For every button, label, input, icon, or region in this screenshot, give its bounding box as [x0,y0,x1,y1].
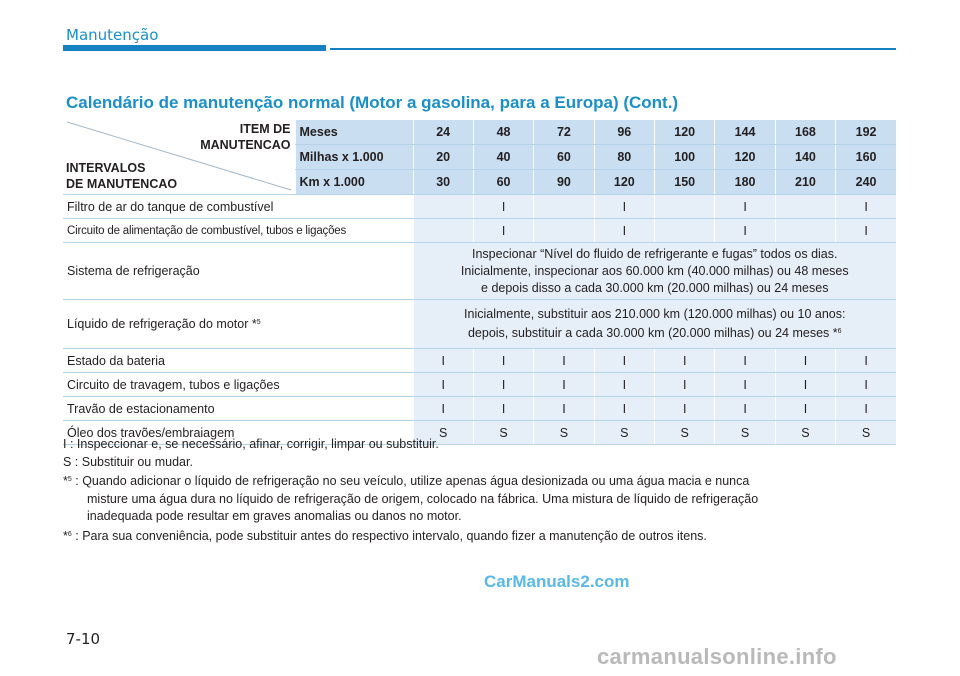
schedule-cell: S [655,421,715,445]
cooling-note [413,243,896,300]
header-cell: 144 [715,120,775,145]
schedule-cell: I [715,219,775,243]
note-replace: S : Substituir ou mudar. [63,454,193,469]
schedule-cell: S [534,421,594,445]
table-row-coolant [63,300,896,349]
schedule-cell: I [655,397,715,421]
section-title: Manutenção [66,26,159,44]
footnote-star: * [63,474,68,488]
schedule-cell: I [413,373,473,397]
schedule-cell: S [775,421,835,445]
schedule-cell [655,195,715,219]
header-cell: 40 [473,145,533,170]
schedule-cell: I [594,349,654,373]
schedule-cell: S [594,421,654,445]
footnote-marker: 5 [67,476,72,483]
schedule-cell: I [473,397,533,421]
schedule-cell: I [836,397,896,421]
table-row-cooling-system [63,243,896,300]
schedule-cell: I [473,219,533,243]
header-rule-thick [63,45,326,51]
schedule-cell: I [836,373,896,397]
table-title: Calendário de manutenção normal (Motor a gasolina, para a Europa) (Cont.) [66,93,679,112]
coolant-note-line2-wrap [418,323,893,342]
watermark-carmanuals2: CarManuals2.com [484,572,630,591]
cooling-note-line2: Inicialmente, inspecionar aos 60.000 km (40.000 milhas) ou 48 meses [460,263,849,278]
note-5-line2: misture uma água dura no líquido de refrigeração de origem, colocado na fábrica. Uma mistura de líquido de refrigeração [87,491,759,506]
corner-item-line1: ITEM DE [239,122,291,136]
schedule-cell [413,195,473,219]
header-cell: 20 [413,145,473,170]
schedule-cell [775,195,835,219]
schedule-cell [775,219,835,243]
header-cell: 120 [715,145,775,170]
header-cell: 160 [836,145,896,170]
coolant-note-line2: depois, substituir a cada 30.000 km (20.000 milhas) ou 24 meses * [467,326,838,340]
header-cell: 168 [775,120,835,145]
header-cell: 120 [594,170,654,195]
header-cell: 140 [775,145,835,170]
schedule-cell: I [594,373,654,397]
schedule-cell: I [594,195,654,219]
note-6-text: : Para sua conveniência, pode substituir antes do respectivo intervalo, quando fizer a manutenção de outros itens. [71,528,707,543]
header-cell: 180 [715,170,775,195]
item-label: Filtro de ar do tanque de combustível [63,195,413,219]
schedule-cell: I [473,195,533,219]
schedule-cell: I [534,397,594,421]
table-row-fuel-lines [63,219,896,243]
item-label: Circuito de travagem, tubos e ligações [63,373,413,397]
note-5-text: : Quando adicionar o líquido de refrigeração no seu veículo, utilize apenas água desionizada ou uma água macia e nunca [71,474,750,488]
schedule-cell: I [775,397,835,421]
schedule-cell: I [413,397,473,421]
schedule-cell: I [534,373,594,397]
schedule-cell: I [715,397,775,421]
schedule-cell [534,195,594,219]
corner-interval-label [66,160,177,192]
page-number: 7-10 [66,630,101,648]
header-cell: 48 [473,120,533,145]
header-cell: 100 [655,145,715,170]
header-cell: 60 [534,145,594,170]
schedule-cell: I [836,349,896,373]
table-row-fuel-filter [63,195,896,219]
header-cell: 30 [413,170,473,195]
schedule-cell: I [715,195,775,219]
item-label: Sistema de refrigeração [63,243,413,300]
header-cell: 192 [836,120,896,145]
note-5-line3: inadequada pode resultar em graves anomalias ou danos no motor. [87,509,462,523]
note-5-line1 [63,471,903,491]
header-cell: 240 [836,170,896,195]
table-row-brake-lines [63,373,896,397]
schedule-cell: I [594,397,654,421]
corner-item-label [200,121,290,153]
maintenance-schedule-table [63,120,896,445]
header-cell: 90 [534,170,594,195]
schedule-cell: I [594,219,654,243]
schedule-cell: I [775,349,835,373]
coolant-note [413,300,896,349]
schedule-cell: S [715,421,775,445]
footnote-star: * [63,528,68,543]
footnote-marker: 6 [837,328,842,335]
watermark-carmanualsonline: carmanualsonline.info [597,644,837,669]
header-label-miles: Milhas x 1.000 [295,145,413,170]
item-label: Óleo dos travões/embraiagem [63,421,413,445]
header-cell: 80 [594,145,654,170]
corner-interval-line1: INTERVALOS [66,161,146,175]
note-inspect: I : Inspeccionar e, se necessário, afinar, corrigir, limpar ou substituir. [63,437,439,451]
note-6-line [63,526,903,546]
schedule-cell: I [413,349,473,373]
schedule-cell: S [473,421,533,445]
table-row-battery [63,349,896,373]
table-row-parking-brake [63,397,896,421]
corner-item-line2: MANUTENCAO [200,138,291,152]
header-cell: 210 [775,170,835,195]
schedule-cell: I [715,349,775,373]
schedule-cell: S [836,421,896,445]
corner-interval-line2: DE MANUTENCAO [66,177,178,191]
header-cell: 150 [655,170,715,195]
schedule-cell: I [473,373,533,397]
item-label: Estado da bateria [63,349,413,373]
legend-notes [63,436,903,545]
coolant-item-label [63,300,413,349]
cooling-note-line1: Inspecionar “Nível do fluido de refrigerante e fugas” todos os dias. [472,246,838,261]
header-cell: 120 [655,120,715,145]
coolant-note-line1: Inicialmente, substituir aos 210.000 km (120.000 milhas) ou 10 anos: [464,307,846,321]
item-label: Circuito de alimentação de combustível, tubos e ligações [63,219,413,243]
schedule-cell: I [715,373,775,397]
item-label: Líquido de refrigeração do motor * [67,317,257,331]
schedule-cell: S [413,421,473,445]
header-row-months [63,120,896,145]
schedule-cell: I [534,349,594,373]
cooling-note-line3: e depois disso a cada 30.000 km (20.000 milhas) ou 24 meses [481,280,829,295]
schedule-cell [413,219,473,243]
header-label-months: Meses [295,120,413,145]
header-cell: 72 [534,120,594,145]
header-cell: 60 [473,170,533,195]
header-label-km: Km x 1.000 [295,170,413,195]
schedule-cell [655,219,715,243]
schedule-cell: I [473,349,533,373]
footnote-marker: 5 [256,319,261,326]
schedule-cell: I [655,373,715,397]
corner-cell [63,120,295,195]
schedule-cell: I [836,219,896,243]
header-cell: 96 [594,120,654,145]
schedule-cell: I [775,373,835,397]
schedule-cell: I [655,349,715,373]
footnote-marker: 6 [67,530,72,538]
schedule-cell: I [836,195,896,219]
item-label: Travão de estacionamento [63,397,413,421]
header-rule-thin [330,48,896,50]
header-cell: 24 [413,120,473,145]
schedule-cell [534,219,594,243]
